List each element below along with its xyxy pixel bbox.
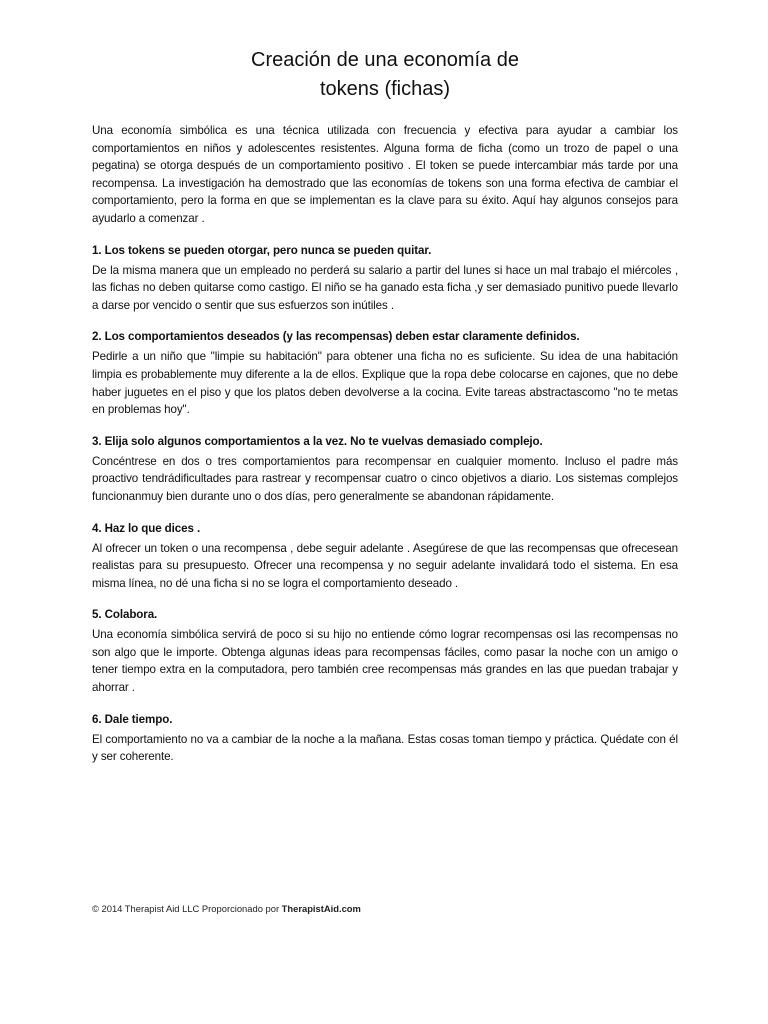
- tip-body: De la misma manera que un empleado no perderá su salario a partir del lunes si hace un mal trabajo el miércoles , las fichas no deben quitarse como castigo. El niño se ha ganado esta ficha ,y ser demasiado punitivo puede llevarlo a darse por vencido o sentir que sus esfuerzos son inútiles .: [92, 263, 678, 312]
- footer-prefix: © 2014 Therapist Aid LLC Proporcionado por: [92, 903, 282, 914]
- tip-body: El comportamiento no va a cambiar de la noche a la mañana. Estas cosas toman tiempo y práctica. Quédate con él y ser coherente.: [92, 732, 678, 764]
- tip-section-4: [92, 520, 678, 593]
- tip-heading: 4. Haz lo que dices .: [92, 521, 201, 535]
- tip-body: Al ofrecer un token o una recompensa , debe seguir adelante . Asegúrese de que las recompensas que ofrecesean realistas para su presupuesto. Ofrecer una recompensa y no seguir adelante invalidará todo el sistema. En esa misma línea, no dé una ficha si no se logra el comportamiento deseado .: [92, 541, 678, 590]
- footer-brand-link[interactable]: TherapistAid.com: [281, 903, 361, 914]
- tip-heading: 1. Los tokens se pueden otorgar, pero nunca se pueden quitar.: [92, 243, 432, 257]
- tip-section-3: [92, 433, 678, 506]
- intro-paragraph: Una economía simbólica es una técnica utilizada con frecuencia y efectiva para ayudar a cambiar los comportamientos en niños y adolescentes resistentes. Alguna forma de ficha (como un trozo de papel o una pegatina) se otorga después de un comportamiento positivo . El token se puede intercambiar más tarde por una recompensa. La investigación ha demostrado que las economías de tokens son una forma efectiva de cambiar el comportamiento, pero la forma en que se implementan es la clave para su éxito. Aquí hay algunos consejos para ayudarlo a comenzar .: [92, 124, 678, 225]
- tip-section-2: [92, 328, 678, 418]
- title-line-1: Creación de una economía de: [251, 49, 519, 71]
- tip-body: Pedirle a un niño que "limpie su habitación" para obtener una ficha no es suficiente. Su idea de una habitación limpia es probablemente muy diferente a la de ellos. Explique que la ropa debe colocarse en cajones, que no debe haber juguetes en el piso y que los platos deben devolverse a la cocina. Evite tareas abstractascomo "no te metas en problemas hoy".: [92, 350, 678, 417]
- tip-heading: 3. Elija solo algunos comportamientos a la vez. No te vuelvas demasiado complejo.: [92, 434, 543, 448]
- copyright-footer: [92, 903, 361, 914]
- tip-heading: 5. Colabora.: [92, 608, 158, 622]
- document-page: [92, 46, 678, 766]
- tip-heading: 2. Los comportamientos deseados (y las recompensas) deben estar claramente definidos.: [92, 330, 580, 344]
- tip-heading: 6. Dale tiempo.: [92, 712, 173, 726]
- tip-body: Concéntrese en dos o tres comportamientos para recompensar en cualquier momento. Incluso el padre más proactivo tendrádificultades para rastrear y recompensar cuatro o cinco objetivos a diario. Los sistemas complejos funcionanmuy bien durante uno o dos días, pero generalmente se abandonan rápidamente.: [92, 454, 678, 503]
- tip-section-6: [92, 711, 678, 766]
- tip-section-1: [92, 242, 678, 315]
- document-title: [92, 46, 678, 104]
- tip-section-5: [92, 606, 678, 696]
- tip-body: Una economía simbólica servirá de poco si su hijo no entiende cómo lograr recompensas osi las recompensas no son algo que le importe. Obtenga algunas ideas para recompensas fáciles, como pasar la noche con un amigo o tener tiempo extra en la computadora, pero también cree recompensas más grandes en las que puedan trabajar y ahorrar .: [92, 628, 678, 695]
- title-line-2: tokens (fichas): [319, 78, 451, 100]
